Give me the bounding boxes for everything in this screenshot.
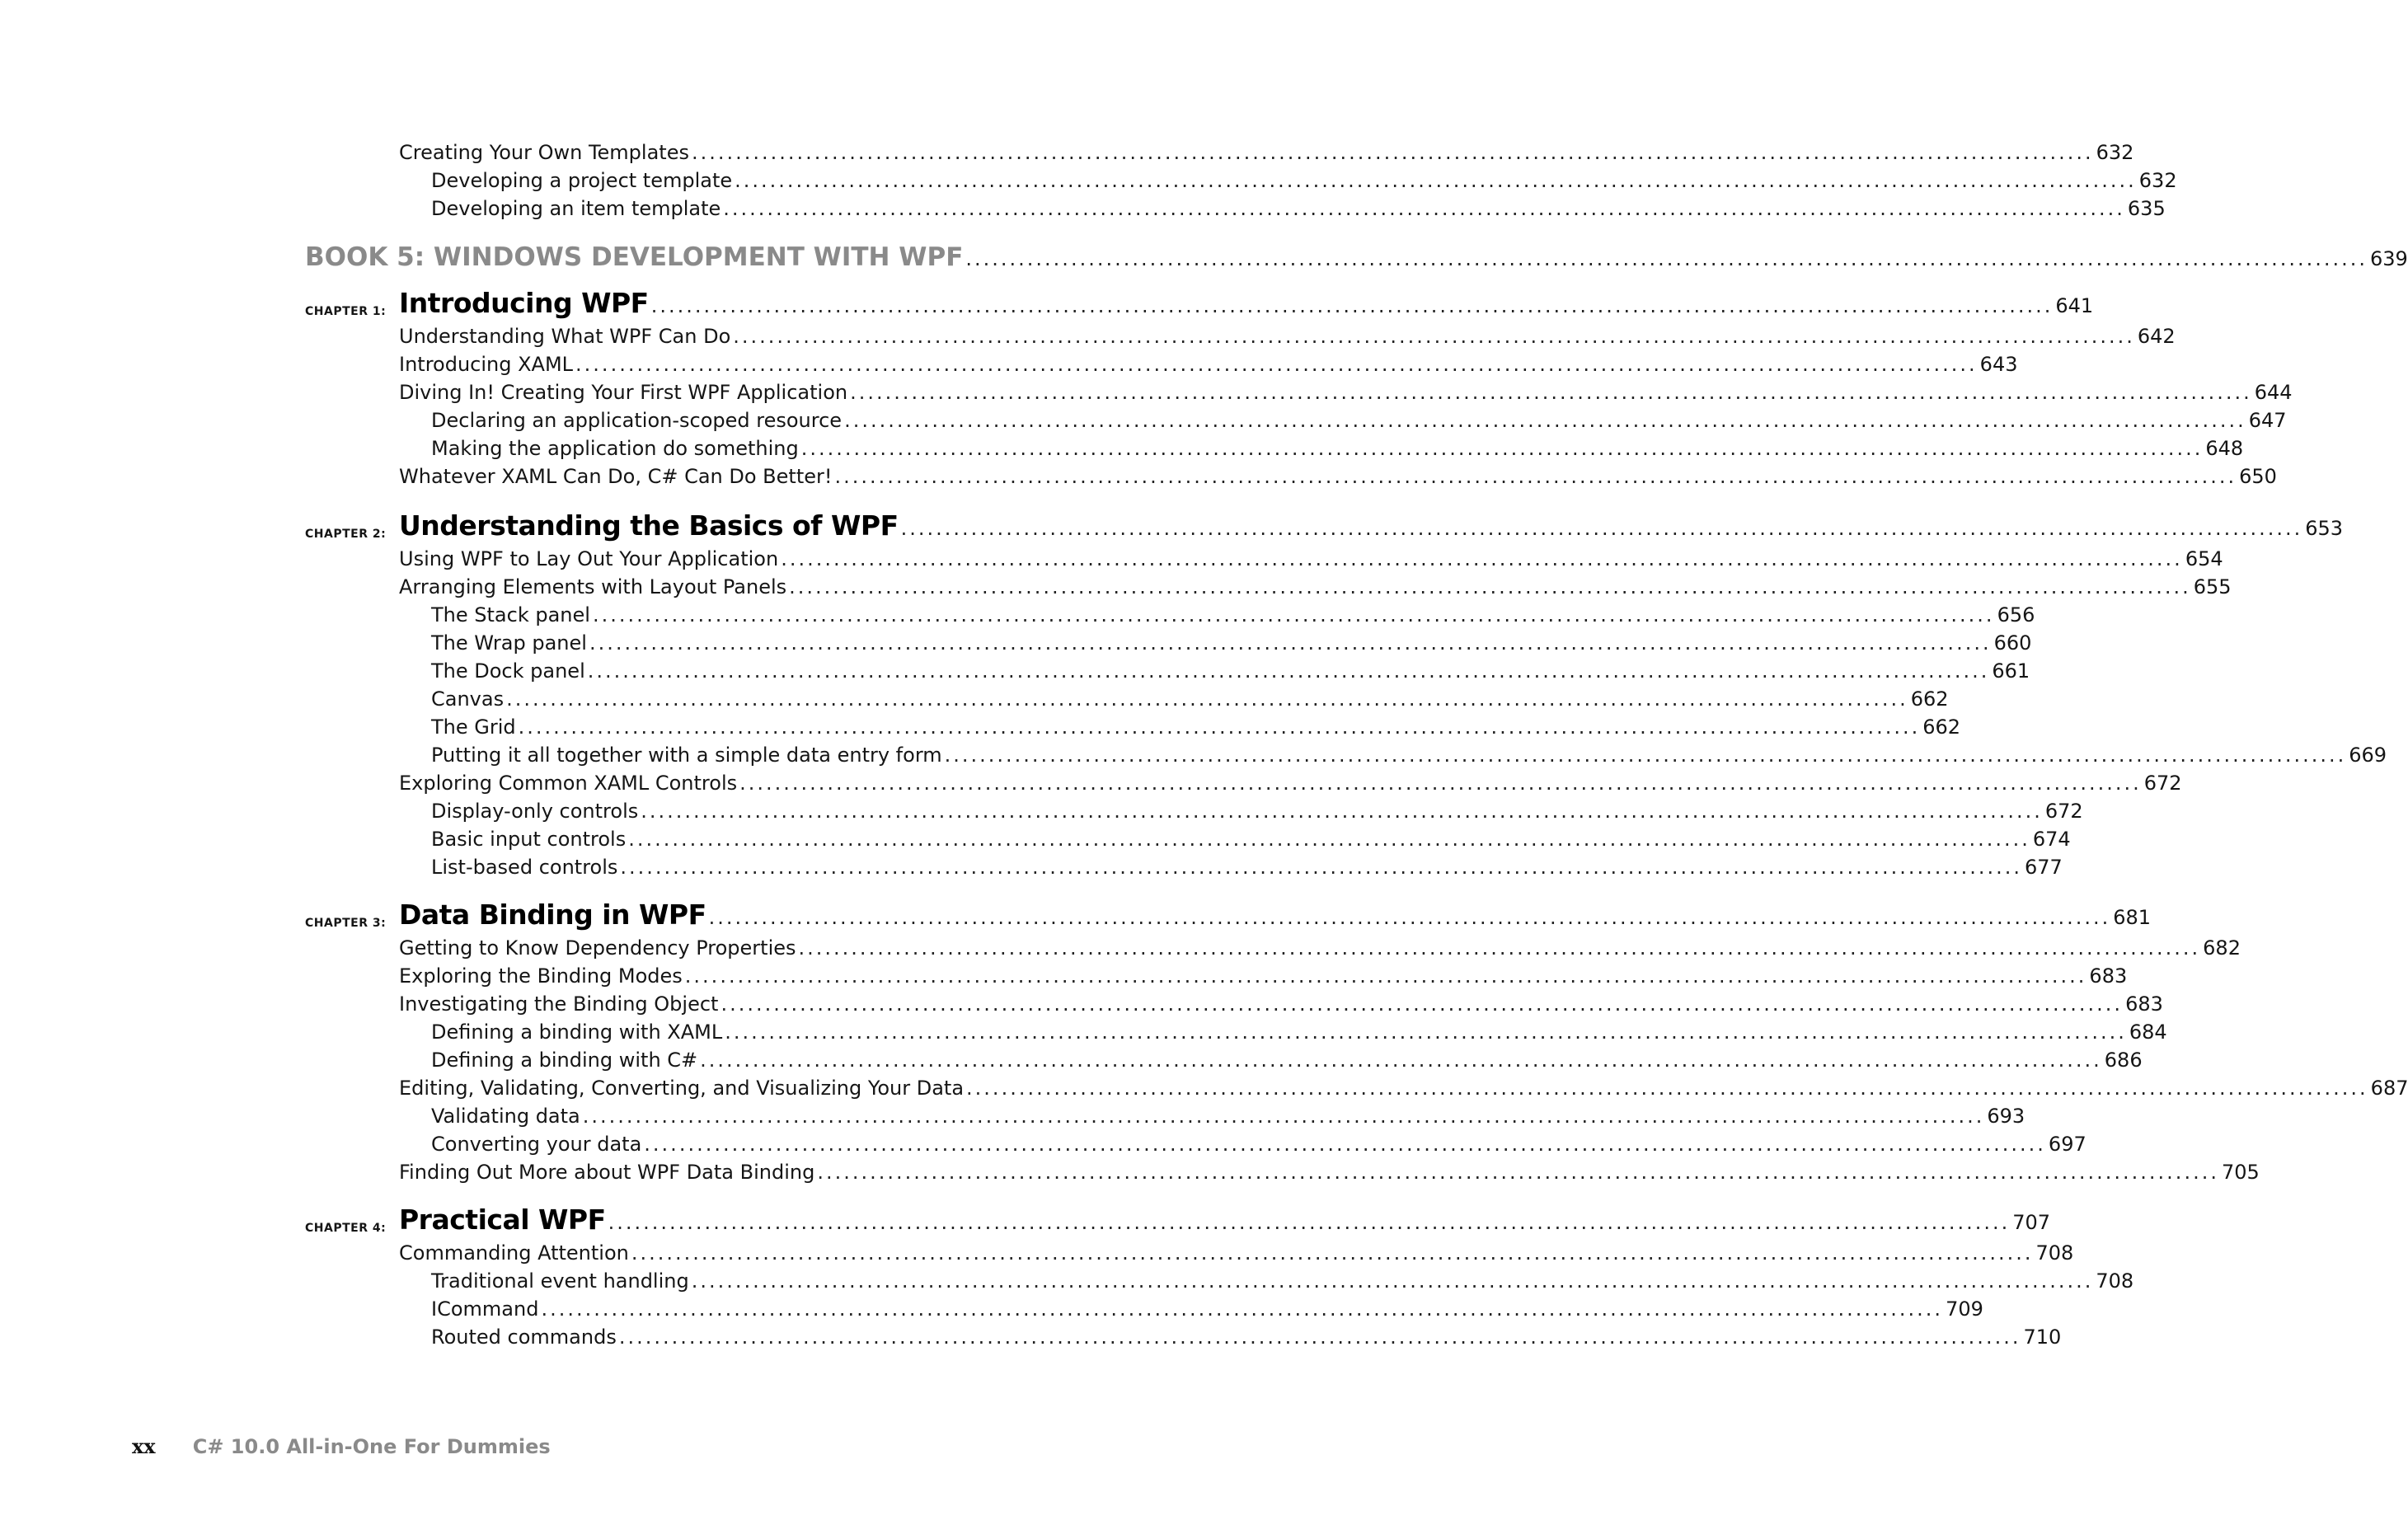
dot-leader: ................................................................................................................................................................: [800, 437, 2204, 460]
dot-leader: ................................................................................................................................................................: [966, 1077, 2368, 1100]
toc-entry-title: Validating data: [431, 1105, 580, 1128]
toc-entry: [431, 1018, 2167, 1046]
toc-entry: [399, 545, 2223, 573]
toc-page-number: 662: [1910, 687, 1949, 711]
toc-page-number: 686: [2104, 1049, 2143, 1072]
toc-entry: [399, 462, 2277, 490]
toc-entry-title: Display-only controls: [431, 800, 639, 823]
dot-leader: ................................................................................................................................................................: [721, 992, 2124, 1016]
toc-page-number: 709: [1946, 1297, 1983, 1321]
toc-entry-title: Exploring the Binding Modes: [399, 964, 683, 988]
toc-page-number: 632: [2096, 141, 2134, 164]
dot-leader: ................................................................................................................................................................: [582, 1105, 1985, 1128]
toc-page-number: 672: [2044, 800, 2083, 823]
toc-entry: [399, 1239, 2074, 1267]
dot-leader: ................................................................................................................................................................: [589, 631, 1992, 655]
dot-leader: ................................................................................................................................................................: [834, 465, 2237, 488]
toc-page-number: 681: [2113, 906, 2152, 929]
dot-leader: ................................................................................................................................................................: [944, 744, 2347, 767]
toc-entry: [431, 195, 2166, 223]
toc-entry: [399, 322, 2176, 350]
toc-entry-title: Using WPF to Lay Out Your Application: [399, 547, 779, 570]
toc-entry: [431, 657, 2030, 685]
dot-leader: ................................................................................................................................................................: [541, 1297, 1944, 1321]
toc-page-number: 693: [1987, 1105, 2025, 1128]
dot-leader: ................................................................................................................................................................: [592, 603, 1995, 626]
dot-leader: ................................................................................................................................................................: [798, 936, 2201, 960]
book-heading: [305, 239, 2408, 275]
toc-entry-title: Declaring an application-scoped resource: [431, 409, 843, 432]
toc-page-number: 669: [2349, 744, 2387, 767]
toc-page-number: 708: [2035, 1241, 2074, 1265]
toc-page-number: 639: [2370, 247, 2408, 270]
toc-entry: [399, 138, 2134, 167]
toc-page-number: 650: [2239, 465, 2277, 488]
dot-leader: ................................................................................................................................................................: [631, 1241, 2034, 1265]
toc-entry-title: Whatever XAML Can Do, C# Can Do Better!: [399, 465, 833, 488]
toc-entry-title: Creating Your Own Templates: [399, 141, 689, 164]
toc-page-number: 697: [2048, 1133, 2086, 1156]
toc-page-number: 635: [2127, 197, 2166, 220]
toc-page-number: 641: [2055, 294, 2094, 317]
toc-entry: [431, 1102, 2025, 1130]
toc-entry: [399, 962, 2128, 990]
toc-entry: [431, 1046, 2143, 1074]
dot-leader: ................................................................................................................................................................: [641, 800, 2043, 823]
toc-entry-title: List-based controls: [431, 856, 618, 879]
dot-leader: ................................................................................................................................................................: [587, 659, 1990, 683]
toc-page-number: 644: [2254, 381, 2293, 404]
dot-leader: ................................................................................................................................................................: [650, 294, 2054, 317]
toc-page-number: 677: [2025, 856, 2063, 879]
toc-entry-title: Finding Out More about WPF Data Binding: [399, 1161, 815, 1184]
toc-page-number: 648: [2205, 437, 2244, 460]
dot-leader: ................................................................................................................................................................: [684, 964, 2087, 988]
toc-entry: [431, 713, 1961, 741]
toc-entry: [431, 434, 2244, 462]
toc-entry: [431, 853, 2063, 881]
toc-entry-title: Developing an item template: [431, 197, 721, 220]
toc-entry-title: Editing, Validating, Converting, and Visualizing Your Data: [399, 1077, 965, 1100]
toc-entry-title: Putting it all together with a simple data entry form: [431, 744, 942, 767]
dot-leader: ................................................................................................................................................................: [644, 1133, 2046, 1156]
toc-page-number: 662: [1922, 716, 1961, 739]
dot-leader: ................................................................................................................................................................: [608, 1211, 2011, 1234]
toc-entry: [431, 797, 2083, 825]
toc-entry-title: Converting your data: [431, 1133, 642, 1156]
toc-entry-title: Understanding What WPF Can Do: [399, 325, 731, 348]
toc-entry-title: Defining a binding with XAML: [431, 1021, 723, 1044]
toc-page-number: 683: [2125, 992, 2163, 1016]
toc-entry-title: Getting to Know Dependency Properties: [399, 936, 796, 960]
dot-leader: ................................................................................................................................................................: [965, 247, 2368, 270]
toc-entry: [431, 406, 2287, 434]
toc-entry: [431, 825, 2071, 853]
chapter-heading: [305, 1201, 2051, 1239]
dot-leader: ................................................................................................................................................................: [628, 828, 2030, 851]
running-book-title: C# 10.0 All-in-One For Dummies: [192, 1435, 551, 1458]
toc-entry: [431, 601, 2035, 629]
toc-page-number: 647: [2248, 409, 2287, 432]
dot-leader: ................................................................................................................................................................: [700, 1049, 2102, 1072]
toc-entry-title: The Wrap panel: [431, 631, 587, 655]
toc-entry: [399, 350, 2018, 378]
toc-page-number: 643: [1979, 353, 2018, 376]
toc-page-number: 653: [2305, 517, 2344, 540]
toc-entry-title: The Stack panel: [431, 603, 590, 626]
chapter-title: Data Binding in WPF: [399, 899, 706, 931]
toc-entry: [431, 1295, 1983, 1323]
toc-entry-title: Canvas: [431, 687, 505, 711]
toc-page-number: 660: [1993, 631, 2032, 655]
chapter-title: Practical WPF: [399, 1204, 606, 1236]
chapter-title: Understanding the Basics of WPF: [399, 509, 899, 542]
toc-page-number: 707: [2012, 1211, 2051, 1234]
toc-page-number: 708: [2096, 1269, 2134, 1293]
chapter-number: CHAPTER 4:: [305, 1222, 387, 1235]
toc-page-number: 632: [2138, 169, 2177, 192]
chapter-heading: [305, 507, 2344, 545]
toc-entry-title: Making the application do something: [431, 437, 799, 460]
toc-entry-title: ICommand: [431, 1297, 539, 1321]
dot-leader: ................................................................................................................................................................: [691, 141, 2094, 164]
chapter-heading: [305, 284, 2094, 322]
toc-page-number: 710: [2023, 1326, 2062, 1349]
dot-leader: ................................................................................................................................................................: [618, 1326, 2021, 1349]
dot-leader: ................................................................................................................................................................: [733, 325, 2135, 348]
dot-leader: ................................................................................................................................................................: [725, 1021, 2127, 1044]
chapter-number: CHAPTER 1:: [305, 305, 387, 318]
toc-entry: [431, 741, 2387, 769]
toc-entry-title: Commanding Attention: [399, 1241, 629, 1265]
toc-entry-title: Developing a project template: [431, 169, 733, 192]
dot-leader: ................................................................................................................................................................: [844, 409, 2246, 432]
dot-leader: ................................................................................................................................................................: [708, 906, 2111, 929]
dot-leader: ................................................................................................................................................................: [739, 772, 2142, 795]
dot-leader: ................................................................................................................................................................: [506, 687, 1908, 711]
dot-leader: ................................................................................................................................................................: [789, 575, 2191, 598]
dot-leader: ................................................................................................................................................................: [900, 517, 2303, 540]
toc-page-number: 656: [1997, 603, 2035, 626]
toc-entry: [431, 685, 1949, 713]
toc-entry-title: Introducing XAML: [399, 353, 574, 376]
toc-entry-title: Routed commands: [431, 1326, 617, 1349]
toc-entry: [399, 990, 2163, 1018]
chapter-title: Introducing WPF: [399, 287, 649, 319]
toc-entry: [399, 769, 2182, 797]
dot-leader: ................................................................................................................................................................: [575, 353, 1978, 376]
toc-page-number: 687: [2370, 1077, 2408, 1100]
toc-entry-title: Traditional event handling: [431, 1269, 689, 1293]
toc-entry-title: Investigating the Binding Object: [399, 992, 719, 1016]
toc-entry-title: Diving In! Creating Your First WPF Application: [399, 381, 848, 404]
toc-entry: [431, 1130, 2086, 1158]
toc-page-number: 705: [2221, 1161, 2260, 1184]
toc-page-number: 682: [2203, 936, 2241, 960]
toc-entry: [399, 1074, 2408, 1102]
toc-entry: [431, 1267, 2134, 1295]
page-footer: [132, 1430, 551, 1463]
toc-entry: [431, 629, 2032, 657]
toc-page-number: 683: [2089, 964, 2128, 988]
chapter-number: CHAPTER 2:: [305, 528, 387, 541]
toc-entry: [399, 378, 2293, 406]
dot-leader: ................................................................................................................................................................: [518, 716, 1921, 739]
dot-leader: ................................................................................................................................................................: [781, 547, 2183, 570]
dot-leader: ................................................................................................................................................................: [735, 169, 2137, 192]
toc-entry: [431, 1323, 2062, 1351]
dot-leader: ................................................................................................................................................................: [620, 856, 2023, 879]
toc-page-number: 672: [2143, 772, 2182, 795]
page-folio: xx: [132, 1434, 156, 1458]
toc-entry-title: The Dock panel: [431, 659, 585, 683]
toc-entry-title: Defining a binding with C#: [431, 1049, 698, 1072]
toc-entry-title: Arranging Elements with Layout Panels: [399, 575, 787, 598]
toc-entry: [399, 573, 2232, 601]
toc-entry-title: The Grid: [431, 716, 516, 739]
toc-page-number: 661: [1992, 659, 2030, 683]
toc-page-number: 642: [2137, 325, 2176, 348]
dot-leader: ................................................................................................................................................................: [691, 1269, 2094, 1293]
dot-leader: ................................................................................................................................................................: [850, 381, 2252, 404]
toc-entry: [399, 934, 2241, 962]
chapter-heading: [305, 896, 2152, 934]
toc-page-number: 655: [2193, 575, 2232, 598]
dot-leader: ................................................................................................................................................................: [817, 1161, 2219, 1184]
toc-entry-title: Exploring Common XAML Controls: [399, 772, 738, 795]
toc-entry: [399, 1158, 2260, 1186]
toc-page-number: 684: [2129, 1021, 2167, 1044]
toc-page-number: 654: [2185, 547, 2223, 570]
toc-page-number: 674: [2032, 828, 2071, 851]
toc-entry: [431, 167, 2177, 195]
toc-entry-title: Basic input controls: [431, 828, 627, 851]
chapter-number: CHAPTER 3:: [305, 917, 387, 930]
dot-leader: ................................................................................................................................................................: [723, 197, 2125, 220]
book-title: BOOK 5: WINDOWS DEVELOPMENT WITH WPF: [305, 242, 964, 272]
